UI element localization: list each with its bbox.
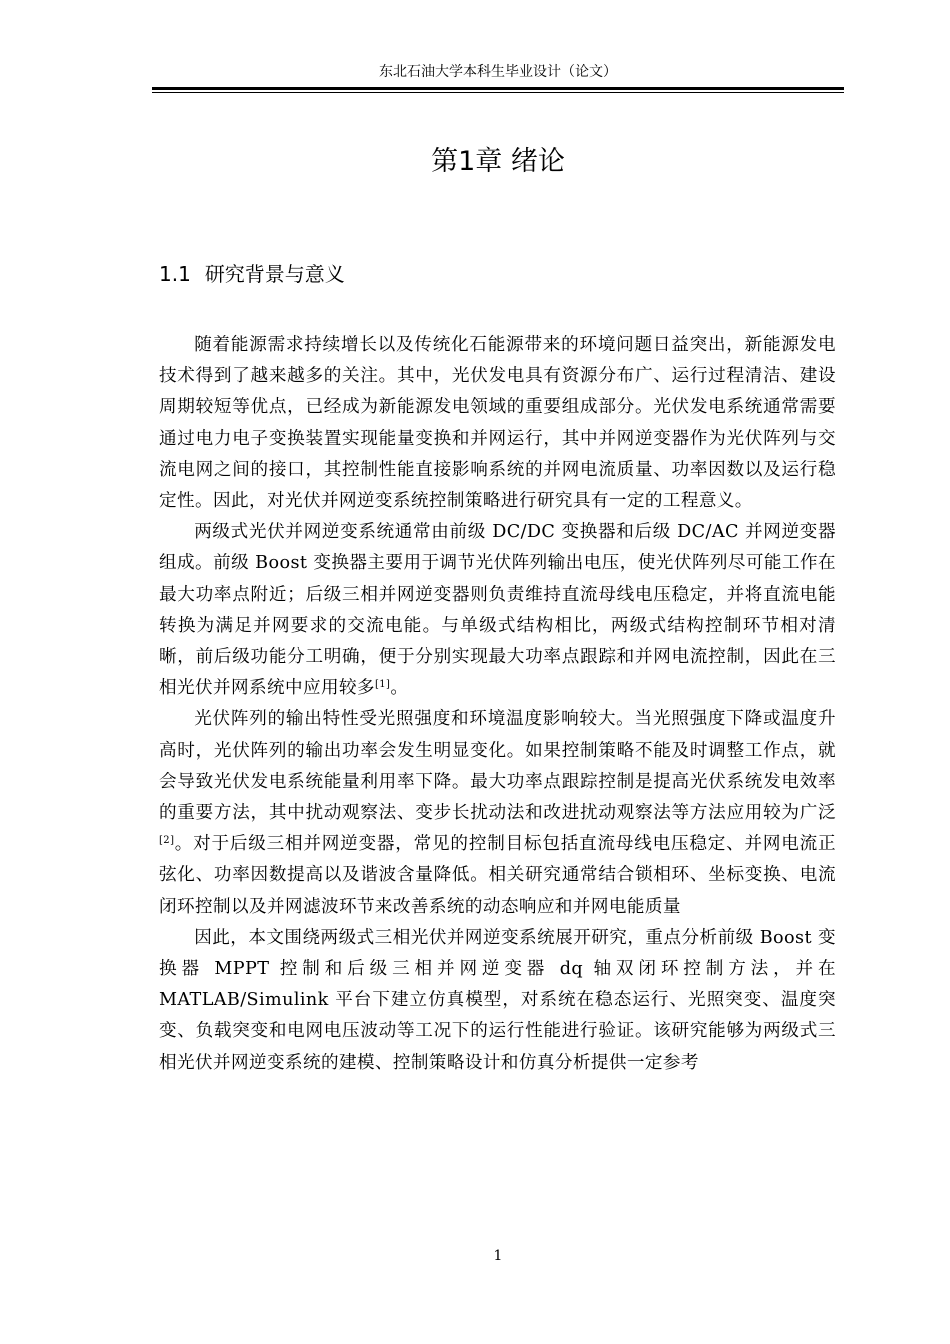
section-heading (159, 257, 345, 291)
section-number: 1.1 (159, 262, 191, 286)
running-header: 东北石油大学本科生毕业设计（论文） (379, 64, 617, 80)
paragraph-tail: 。对于后级三相并网逆变器，常见的控制目标包括直流母线电压稳定、并网电流正弦化、功率因数提高以及谐波含量降低。相关研究通常结合锁相环、坐标变换、电流闭环控制以及并网滤波环节来改善系统的动态响应和并网电能质量 (159, 834, 836, 917)
paragraph-4 (159, 923, 836, 1079)
paragraph-3 (159, 704, 836, 922)
paragraph-text: 两级式光伏并网逆变系统通常由前级 DC/DC 变换器和后级 DC/AC 并网逆变器组成。前级 Boost 变换器主要用于调节光伏阵列输出电压，使光伏阵列尽可能工作在最大功率点附近；后级三相并网逆变器则负责维持直流母线电压稳定，并将直流电能转换为满足并网要求的交流电能。与单级式结构相比，两级式结构控制环节相对清晰，前后级功能分工明确，便于分别实现最大功率点跟踪和并网电流控制，因此在三相光伏并网系统中应用较多 (159, 522, 836, 699)
chapter-title: 第1章 绪论 (431, 146, 565, 177)
body-text (159, 330, 836, 1079)
header-rule-thin (152, 92, 844, 93)
paragraph-text: 光伏阵列的输出特性受光照强度和环境温度影响较大。当光照强度下降或温度升高时，光伏阵列的输出功率会发生明显变化。如果控制策略不能及时调整工作点，就会导致光伏发电系统能量利用率下降。最大功率点跟踪控制是提高光伏系统发电效率的重要方法，其中扰动观察法、变步长扰动法和改进扰动观察法等方法应用较为广泛 (159, 709, 836, 824)
paragraph-tail: 。 (390, 678, 409, 699)
page-number: 1 (493, 1248, 503, 1264)
citation-ref: [1] (374, 679, 391, 691)
paragraph-2 (159, 517, 836, 704)
section-title: 研究背景与意义 (204, 262, 345, 286)
header-rule-thick (152, 87, 844, 90)
paragraph-text: 随着能源需求持续增长以及传统化石能源带来的环境问题日益突出，新能源发电技术得到了越来越多的关注。其中，光伏发电具有资源分布广、运行过程清洁、建设周期较短等优点，已经成为新能源发电领域的重要组成部分。光伏发电系统通常需要通过电力电子变换装置实现能量变换和并网运行，其中并网逆变器作为光伏阵列与交流电网之间的接口，其控制性能直接影响系统的并网电流质量、功率因数以及运行稳定性。因此，对光伏并网逆变系统控制策略进行研究具有一定的工程意义。 (159, 335, 836, 512)
paragraph-1 (159, 330, 836, 517)
paragraph-text: 因此，本文围绕两级式三相光伏并网逆变系统展开研究，重点分析前级 Boost 变换器 MPPT 控制和后级三相并网逆变器 dq 轴双闭环控制方法，并在 MATLAB/Simulink 平台下建立仿真模型，对系统在稳态运行、光照突变、温度突变、负载突变和电网电压波动等工况下的运行性能进行验证。该研究能够为两级式三相光伏并网逆变系统的建模、控制策略设计和仿真分析提供一定参考 (159, 927, 836, 1073)
citation-ref: [2] (159, 835, 175, 847)
